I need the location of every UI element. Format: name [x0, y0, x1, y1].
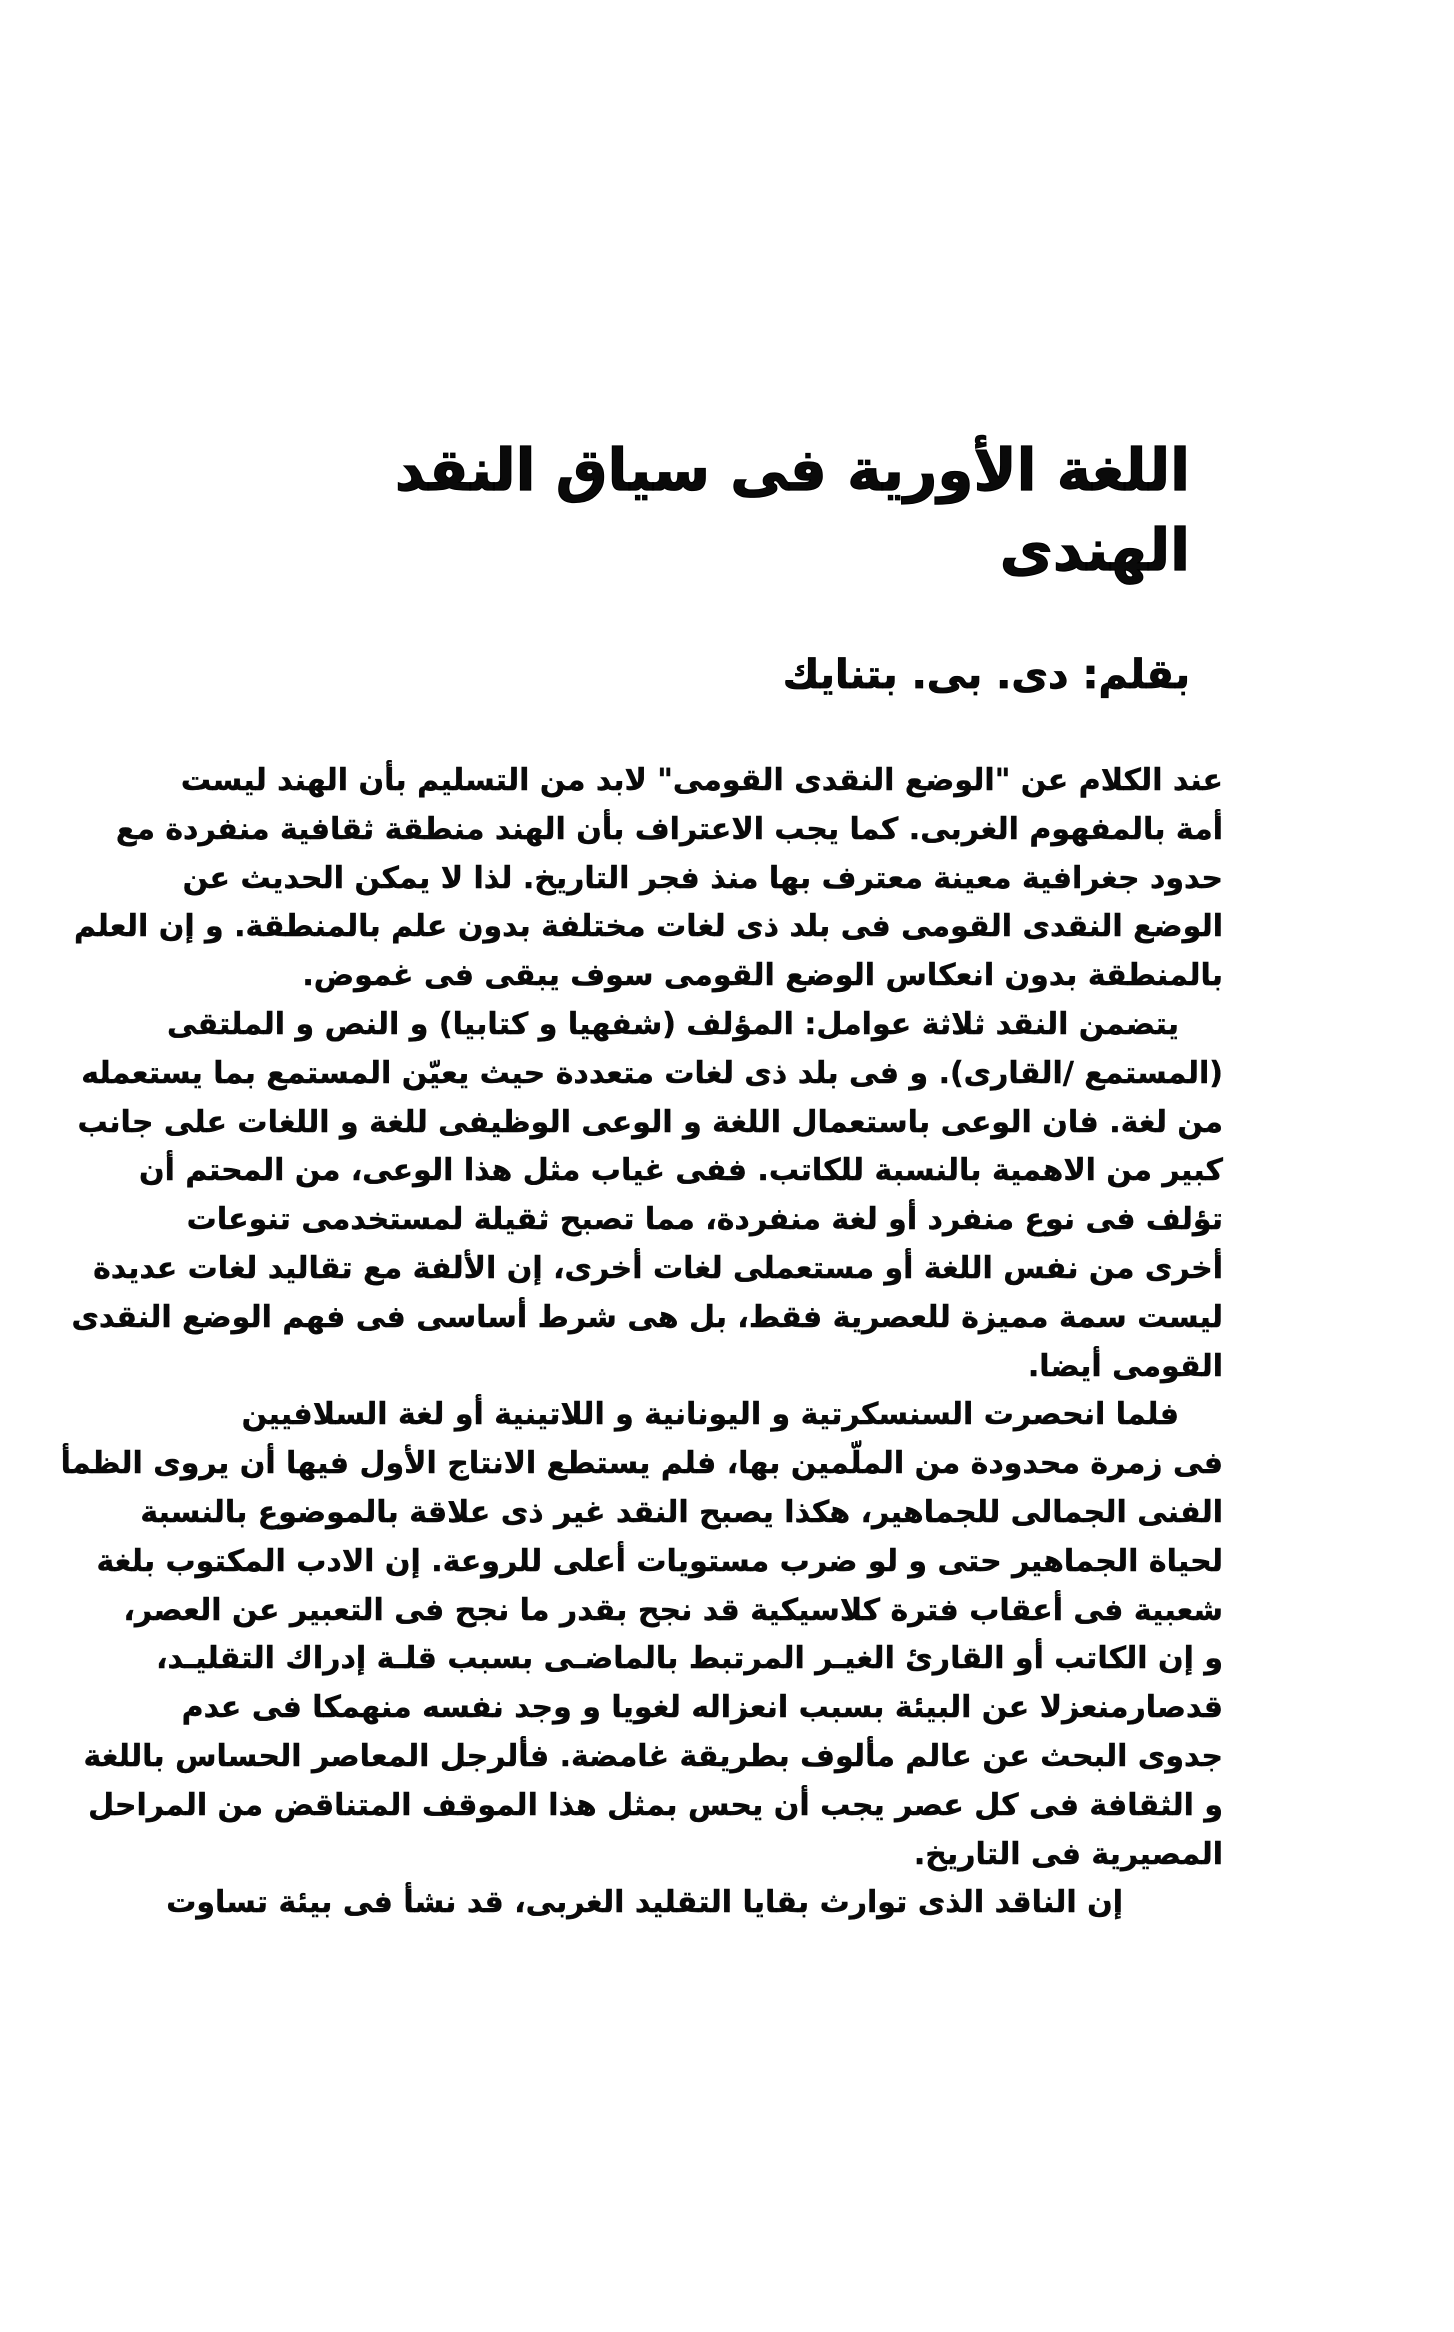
paragraph-line: قدصارمنعزلا عن البيئة بسبب انعزاله لغويا و وجد نفسه منهمكا فى عدم — [181, 1690, 1223, 1726]
paragraph-line: عند الكلام عن "الوضع النقدى القومى" لابد من التسليم بأن الهند ليست — [180, 763, 1223, 798]
author-byline: بقلم: دى. بى. بتنايك — [782, 652, 1190, 698]
paragraph-line: فى زمرة محدودة من الملّمين بها، فلم يستطع الانتاج الأول فيها أن يروى الظمأ — [60, 1446, 1223, 1482]
paragraph-line: من لغة. فان الوعى باستعمال اللغة و الوعى الوظيفى للغة و اللغات على جانب — [77, 1104, 1223, 1140]
paragraph-line: أمة بالمفهوم الغربى. كما يجب الاعتراف بأن الهند منطقة ثقافية منفردة مع — [115, 811, 1223, 847]
paragraph-line: حدود جغرافية معينة معترف بها منذ فجر التاريخ. لذا لا يمكن الحديث عن — [182, 860, 1223, 896]
paragraph-line: فلما انحصرت السنسكرتية و اليونانية و اللاتينية أو لغة السلافيين — [241, 1397, 1179, 1433]
paragraph-line: شعبية فى أعقاب فترة كلاسيكية قد نجح بقدر ما نجح فى التعبير عن العصر، — [123, 1592, 1223, 1628]
paragraph-line: و إن الكاتب أو القارئ الغيـر المرتبط بالماضـى بسبب قلـة إدراك التقليـد، — [156, 1641, 1223, 1677]
paragraph-line: لحياة الجماهير حتى و لو ضرب مستويات أعلى للروعة. إن الادب المكتوب بلغة — [96, 1543, 1223, 1579]
paragraph-line: تؤلف فى نوع منفرد أو لغة منفردة، مما تصبح ثقيلة لمستخدمى تنوعات — [186, 1202, 1223, 1238]
paragraph-line: إن الناقد الذى توارث بقايا التقليد الغربى، قد نشأ فى بيئة تساوت — [166, 1885, 1123, 1921]
paragraph-line: بالمنطقة بدون انعكاس الوضع القومى سوف يبقى فى غموض. — [302, 958, 1223, 994]
paragraph-line: و الثقافة فى كل عصر يجب أن يحس بمثل هذا الموقف المتناقض من المراحل — [88, 1787, 1223, 1823]
paragraph-line: الفنى الجمالى للجماهير، هكذا يصبح النقد غير ذى علاقة بالموضوع بالنسبة — [140, 1494, 1223, 1530]
paragraph-line: يتضمن النقد ثلاثة عوامل: المؤلف (شفهيا و كتابيا) و النص و الملتقى — [166, 1006, 1179, 1042]
paragraph-line: الوضع النقدى القومى فى بلد ذى لغات مختلفة بدون علم بالمنطقة. و إن العلم — [74, 909, 1223, 945]
paragraph-line: القومى أيضا. — [1027, 1348, 1223, 1384]
paragraph-line: ليست سمة مميزة للعصرية فقط، بل هى شرط أساسى فى فهم الوضع النقدى — [71, 1299, 1223, 1335]
paragraph-line: (المستمع /القارى). و فى بلد ذى لغات متعددة حيث يعيّن المستمع بما يستعمله — [81, 1055, 1223, 1091]
paragraph-line: المصيرية فى التاريخ. — [913, 1836, 1223, 1872]
article-body — [60, 757, 1223, 1928]
paragraph-line: كبير من الاهمية بالنسبة للكاتب. ففى غياب مثل هذا الوعى، من المحتم أن — [139, 1153, 1223, 1189]
paragraph-line: جدوى البحث عن عالم مألوف بطريقة غامضة. فألرجل المعاصر الحساس باللغة — [83, 1738, 1223, 1774]
paragraph-line: أخرى من نفس اللغة أو مستعملى لغات أخرى، إن الألفة مع تقاليد لغات عديدة — [93, 1250, 1223, 1286]
article-title: اللغة الأورية فى سياق النقد الهندى — [394, 436, 1190, 584]
